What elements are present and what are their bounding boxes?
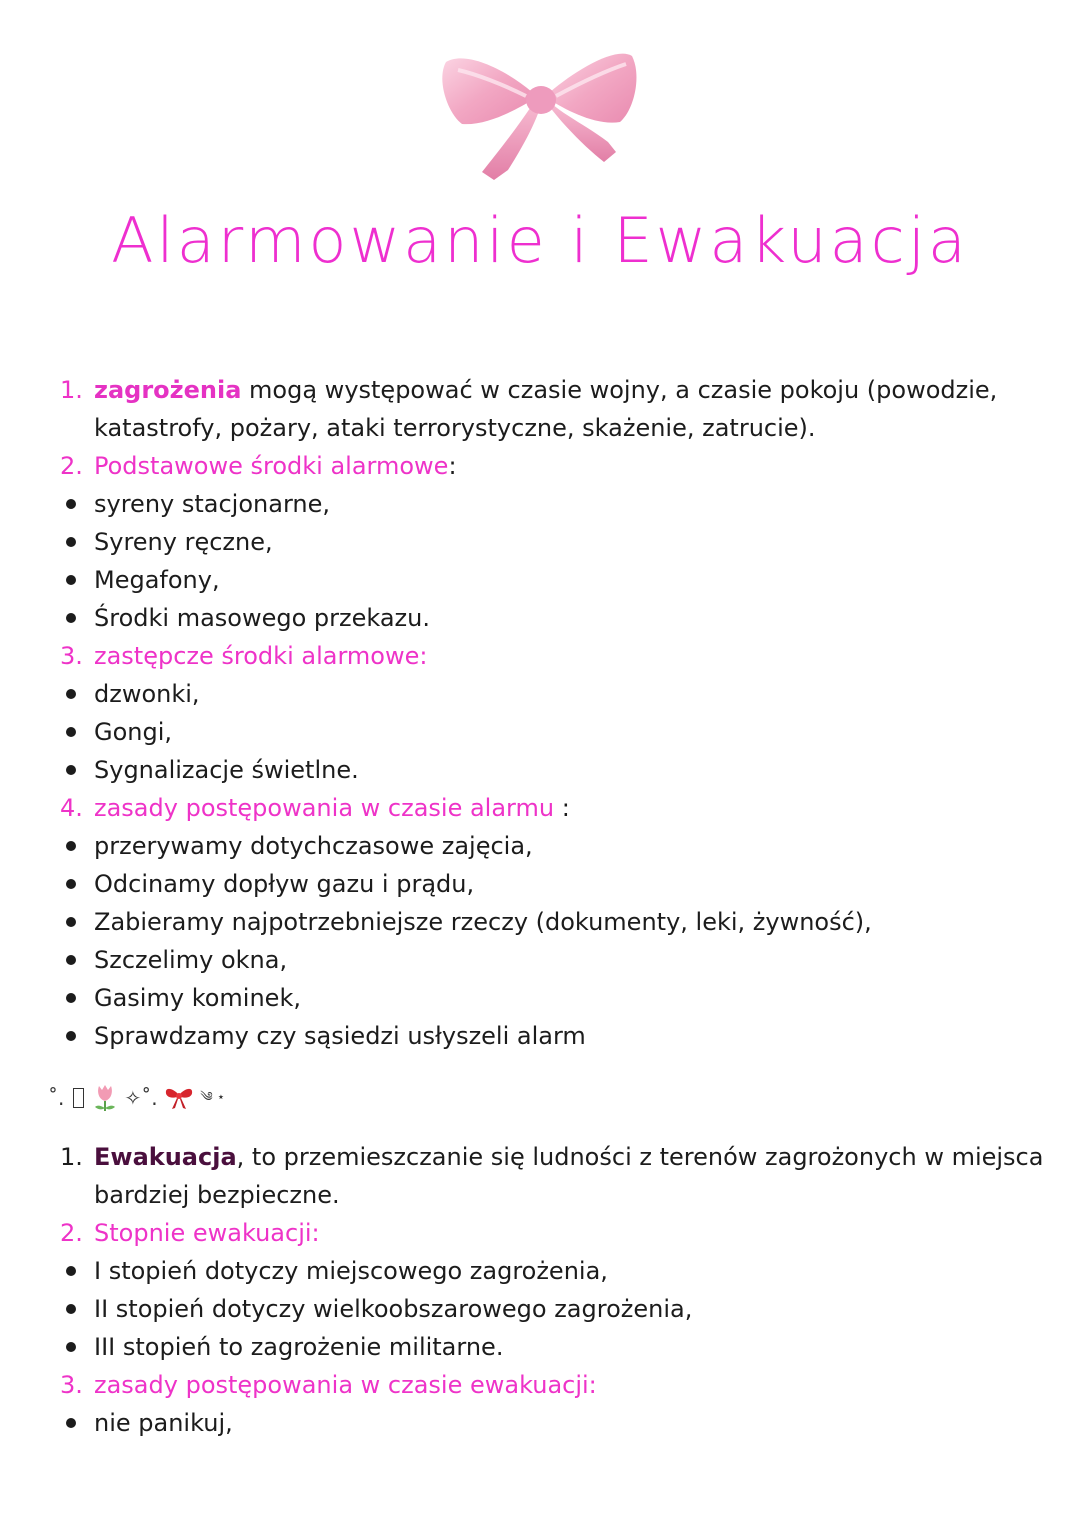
heading-substitute-alarm-means: zastępcze środki alarmowe: <box>94 642 428 670</box>
bullet-text: nie panikuj, <box>94 1409 233 1437</box>
heading-basic-alarm-means: Podstawowe środki alarmowe <box>94 452 449 480</box>
term-threats: zagrożenia <box>94 376 242 404</box>
bullet-text: II stopień dotyczy wielkoobszarowego zagrożenia, <box>94 1295 693 1323</box>
frame-icon <box>73 1088 84 1108</box>
heading-alarm-rules: zasady postępowania w czasie alarmu <box>94 794 555 822</box>
decorative-divider <box>48 1078 225 1114</box>
item-number: 2. <box>60 1219 83 1247</box>
bullet-text: Sprawdzamy czy sąsiedzi usłyszeli alarm <box>94 1022 586 1050</box>
bullet-text: Megafony, <box>94 566 220 594</box>
bullet-text: Szczelimy okna, <box>94 946 288 974</box>
bullet-icon <box>66 499 76 509</box>
item-text: , to przemieszczanie się ludności z terenów zagrożonych w miejsca <box>236 1143 1044 1171</box>
page-title: Alarmowanie i Ewakuacja <box>111 204 969 277</box>
bullet-text: Zabieramy najpotrzebniejsze rzeczy (dokumenty, leki, żywność), <box>94 908 872 936</box>
bullet-text: syreny stacjonarne, <box>94 490 330 518</box>
bullet-text: Odcinamy dopływ gazu i prądu, <box>94 870 475 898</box>
bullet-icon <box>66 575 76 585</box>
bullet-icon <box>66 1342 76 1352</box>
heading-suffix: : <box>554 794 570 822</box>
bullet-icon <box>66 1266 76 1276</box>
heading-evacuation-degrees: Stopnie ewakuacji: <box>94 1219 320 1247</box>
bullet-text: Syreny ręczne, <box>94 528 273 556</box>
item-number: 2. <box>60 452 83 480</box>
item-text: bardziej bezpieczne. <box>94 1181 340 1209</box>
bullet-text: Sygnalizacje świetlne. <box>94 756 359 784</box>
bullet-icon <box>66 841 76 851</box>
tulip-icon <box>92 1083 118 1113</box>
bullet-icon <box>66 993 76 1003</box>
heading-suffix: : <box>448 452 457 480</box>
bullet-icon <box>66 879 76 889</box>
bullet-icon <box>66 765 76 775</box>
bullet-text: przerywamy dotychczasowe zajęcia, <box>94 832 533 860</box>
bullet-text: dzwonki, <box>94 680 200 708</box>
bullet-text: Gasimy kominek, <box>94 984 301 1012</box>
bullet-icon <box>66 613 76 623</box>
bullet-text: III stopień to zagrożenie militarne. <box>94 1333 504 1361</box>
sparkle-icon: ˚. <box>48 1085 65 1110</box>
item-number: 1. <box>60 1143 83 1171</box>
bullet-icon <box>66 1418 76 1428</box>
pink-bow-icon <box>436 40 646 185</box>
bullet-icon <box>66 1304 76 1314</box>
bullet-icon <box>66 537 76 547</box>
item-number: 3. <box>60 642 83 670</box>
bullet-icon <box>66 955 76 965</box>
ribbon-icon <box>164 1085 194 1111</box>
bullet-icon <box>66 917 76 927</box>
item-number: 3. <box>60 1371 83 1399</box>
item-text: katastrofy, pożary, ataki terrorystyczne, skażenie, zatrucie). <box>94 414 816 442</box>
bullet-text: I stopień dotyczy miejscowego zagrożenia, <box>94 1257 608 1285</box>
term-evacuation: Ewakuacja <box>94 1143 237 1171</box>
item-number: 1. <box>60 376 83 404</box>
item-number: 4. <box>60 794 83 822</box>
bullet-icon <box>66 689 76 699</box>
bullet-text: Środki masowego przekazu. <box>94 604 430 632</box>
bullet-text: Gongi, <box>94 718 173 746</box>
tiny-sparkle-icon: ༄ ⋆ <box>200 1089 225 1105</box>
bullet-icon <box>66 1031 76 1041</box>
star-icon: ✧˚. <box>124 1085 158 1110</box>
item-text: mogą występować w czasie wojny, a czasie pokoju (powodzie, <box>241 376 998 404</box>
heading-evacuation-rules: zasady postępowania w czasie ewakuacji: <box>94 1371 597 1399</box>
bullet-icon <box>66 727 76 737</box>
